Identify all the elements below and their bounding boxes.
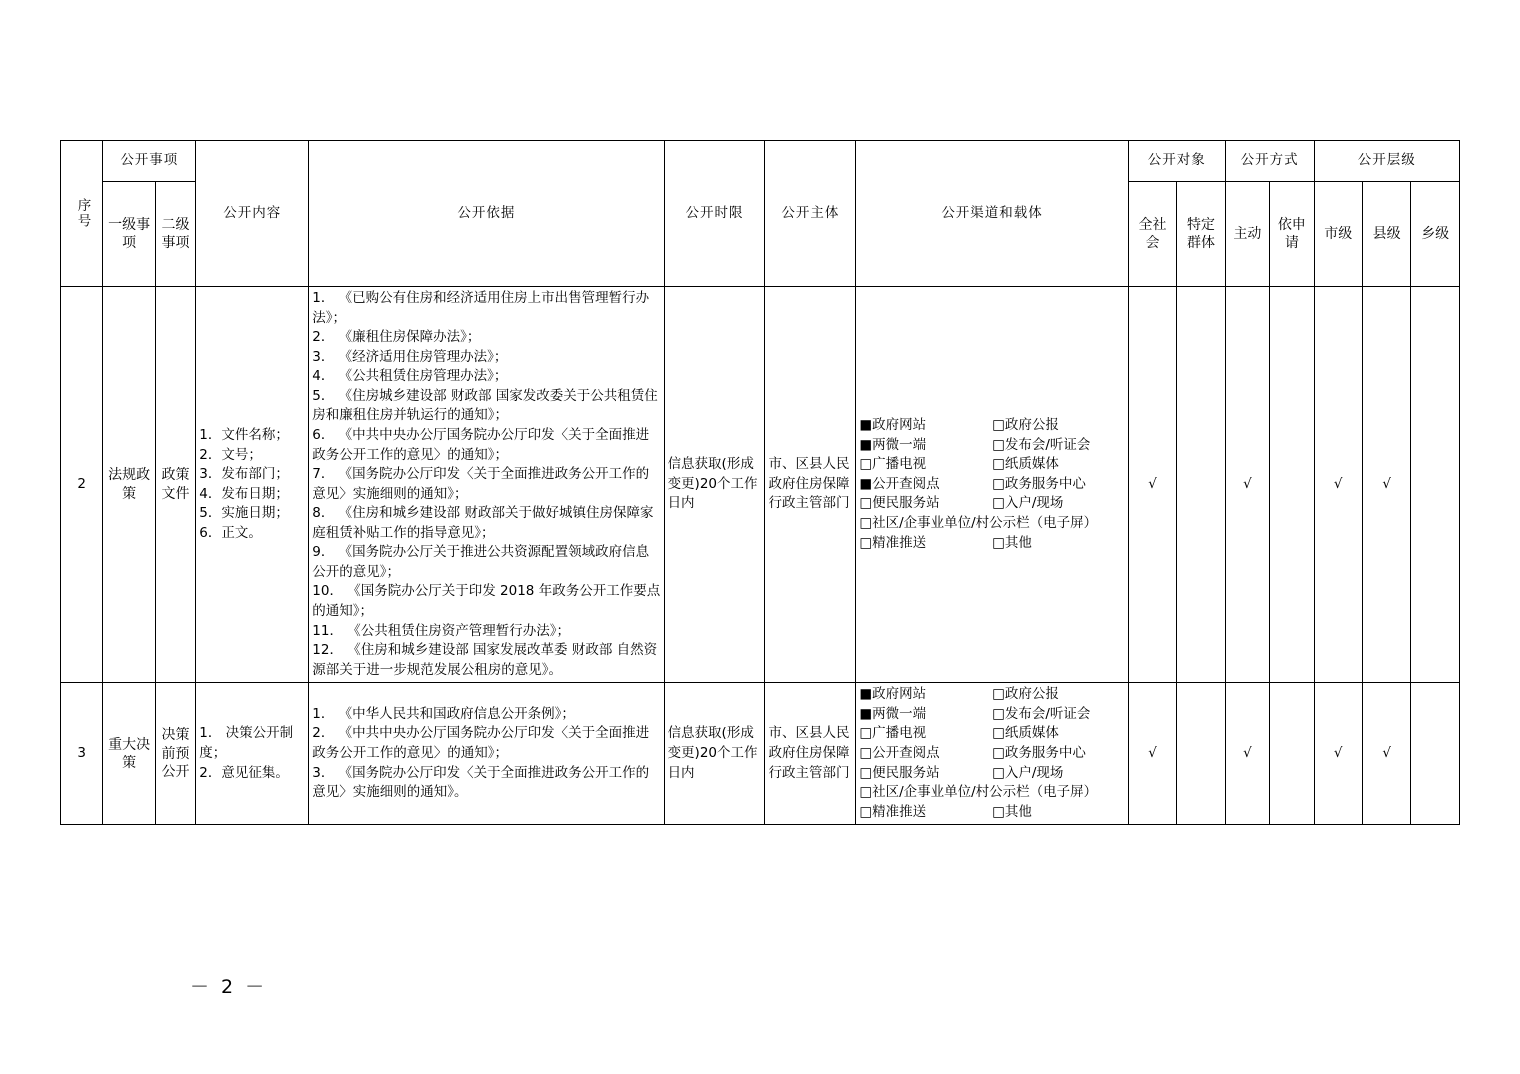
- channel-option[interactable]: □广播电视: [859, 456, 927, 473]
- checkbox-icon[interactable]: ■: [859, 417, 873, 434]
- seq-value: 2: [77, 475, 86, 492]
- checkbox-icon[interactable]: □: [992, 417, 1005, 434]
- basis-item: 11． 《公共租赁住房资产管理暂行办法》；: [312, 622, 571, 639]
- channel-option[interactable]: □政府公报: [992, 417, 1059, 434]
- header-on-request: 依申请: [1270, 182, 1314, 287]
- channel-option[interactable]: □其他: [992, 534, 1032, 551]
- header-group-level: 公开层级: [1314, 141, 1459, 182]
- channel-option[interactable]: ■两微一端: [859, 705, 927, 722]
- basis-item: 4． 《公共租赁住房管理办法》；: [312, 368, 508, 385]
- cell-township: [1411, 287, 1460, 683]
- channel-option[interactable]: □社区/企事业单位/村公示栏（电子屏）: [859, 784, 1098, 801]
- cell-county: [1362, 287, 1410, 683]
- header-city: 市级: [1314, 182, 1362, 287]
- header-specific-group: 特定群体: [1177, 182, 1225, 287]
- cell-level1: [103, 287, 155, 683]
- header-basis: 公开依据: [309, 141, 664, 287]
- channel-option[interactable]: □广播电视: [859, 725, 927, 742]
- cell-channels: [856, 287, 1129, 683]
- basis-item: 3． 《经济适用住房管理办法》；: [312, 348, 508, 365]
- checkbox-icon[interactable]: ■: [859, 436, 873, 453]
- checkbox-icon[interactable]: □: [992, 534, 1005, 551]
- seq-value: 3: [77, 744, 86, 761]
- header-content: 公开内容: [196, 141, 309, 287]
- channel-option[interactable]: □便民服务站: [859, 495, 940, 512]
- table-row: [61, 287, 1460, 683]
- channel-option[interactable]: ■两微一端: [859, 436, 927, 453]
- header-township: 乡级: [1411, 182, 1460, 287]
- checkbox-icon[interactable]: □: [859, 725, 873, 742]
- table-header: [61, 141, 1460, 287]
- header-group-object: 公开对象: [1128, 141, 1225, 182]
- cell-on-request: [1270, 287, 1314, 683]
- channel-option[interactable]: □精准推送: [859, 803, 927, 820]
- checkbox-icon[interactable]: □: [992, 744, 1005, 761]
- checkbox-icon[interactable]: □: [992, 475, 1005, 492]
- cell-active: [1225, 683, 1269, 825]
- channel-option[interactable]: □其他: [992, 803, 1032, 820]
- checkbox-icon[interactable]: □: [859, 456, 873, 473]
- cell-city: [1314, 683, 1362, 825]
- checkbox-icon[interactable]: ■: [859, 705, 873, 722]
- basis-item: 8． 《住房和城乡建设部 财政部关于做好城镇住房保障家庭租赁补贴工作的指导意见》；: [312, 505, 654, 541]
- cell-township: [1411, 683, 1460, 825]
- cell-specific-group: [1177, 287, 1225, 683]
- cell-timelimit: [664, 287, 765, 683]
- mark-active: √: [1243, 744, 1252, 761]
- channel-option[interactable]: □政务服务中心: [992, 744, 1086, 761]
- cell-on-request: [1270, 683, 1314, 825]
- cell-content: 1． 决策公开制度； 2．意见征集。: [196, 683, 309, 825]
- level2-value: 决策前预公开: [161, 727, 190, 780]
- header-group-public-item: 公开事项: [103, 141, 196, 182]
- cell-specific-group: [1177, 683, 1225, 825]
- cell-county: [1362, 683, 1410, 825]
- mark-all-society: √: [1148, 475, 1157, 492]
- checkbox-icon[interactable]: ■: [859, 686, 873, 703]
- basis-item: 1． 《中华人民共和国政府信息公开条例》；: [312, 705, 575, 722]
- basis-item: 1． 《已购公有住房和经济适用住房上市出售管理暂行办法》；: [312, 290, 650, 326]
- channel-option[interactable]: □公开查阅点: [859, 744, 940, 761]
- subject-value: 市、区县人民政府住房保障行政主管部门: [768, 725, 850, 781]
- channel-option[interactable]: □入户/现场: [992, 764, 1064, 781]
- mark-active: √: [1243, 475, 1252, 492]
- cell-timelimit: [664, 683, 765, 825]
- mark-all-society: √: [1148, 744, 1157, 761]
- checkbox-icon[interactable]: □: [992, 436, 1005, 453]
- channel-option[interactable]: □纸质媒体: [992, 725, 1059, 742]
- checkbox-icon[interactable]: □: [859, 514, 873, 531]
- cell-level1: [103, 683, 155, 825]
- cell-all-society: [1128, 287, 1176, 683]
- page-number: － 2 －: [190, 976, 268, 998]
- checkbox-icon[interactable]: □: [859, 495, 873, 512]
- checkbox-icon[interactable]: □: [992, 725, 1005, 742]
- channel-option[interactable]: ■政府网站: [859, 686, 927, 703]
- cell-seq: [61, 683, 103, 825]
- cell-subject: [765, 683, 856, 825]
- header-group-method: 公开方式: [1225, 141, 1314, 182]
- basis-item: 7． 《国务院办公厅印发〈关于全面推进政务公开工作的意见〉实施细则的通知》；: [312, 466, 650, 502]
- checkbox-icon[interactable]: □: [859, 744, 873, 761]
- checkbox-icon[interactable]: □: [859, 534, 873, 551]
- header-level2: 二级事项: [155, 182, 195, 287]
- basis-item: 12． 《住房和城乡建设部 国家发展改革委 财政部 自然资源部关于进一步规范发展公租房的意见》。: [312, 642, 658, 678]
- header-county: 县级: [1362, 182, 1410, 287]
- checkbox-icon[interactable]: □: [859, 764, 873, 781]
- cell-channels: [856, 683, 1129, 825]
- channel-option[interactable]: ■政府网站: [859, 417, 927, 434]
- checkbox-icon[interactable]: □: [992, 686, 1005, 703]
- basis-item: 9． 《国务院办公厅关于推进公共资源配置领域政府信息公开的意见》；: [312, 544, 650, 580]
- level2-value: 政策文件: [161, 467, 190, 502]
- channel-option[interactable]: □发布会/听证会: [992, 705, 1091, 722]
- cell-content: 1．文件名称； 2．文号； 3．发布部门； 4．发布日期； 5．实施日期； 6．正文。: [196, 287, 309, 683]
- checkbox-icon[interactable]: □: [992, 803, 1005, 820]
- channel-option[interactable]: □纸质媒体: [992, 456, 1059, 473]
- level1-value: 法规政策: [108, 467, 151, 502]
- basis-item: 3． 《国务院办公厅印发〈关于全面推进政务公开工作的意见〉实施细则的通知》。: [312, 764, 650, 801]
- cell-active: [1225, 287, 1269, 683]
- header-active: 主动: [1225, 182, 1269, 287]
- checkbox-icon[interactable]: □: [992, 764, 1005, 781]
- checkbox-icon[interactable]: ■: [859, 475, 873, 492]
- checkbox-icon[interactable]: □: [992, 495, 1005, 512]
- cell-basis: [309, 683, 664, 825]
- header-channel: 公开渠道和载体: [856, 141, 1129, 287]
- cell-seq: [61, 287, 103, 683]
- subject-value: 市、区县人民政府住房保障行政主管部门: [768, 456, 850, 512]
- checkbox-icon[interactable]: □: [859, 784, 873, 801]
- channel-option[interactable]: □政务服务中心: [992, 475, 1086, 492]
- header-timelimit: 公开时限: [664, 141, 765, 287]
- header-seq: 序号: [61, 141, 103, 287]
- cell-all-society: [1128, 683, 1176, 825]
- cell-subject: [765, 287, 856, 683]
- header-level1: 一级事项: [103, 182, 155, 287]
- channel-option[interactable]: □入户/现场: [992, 495, 1064, 512]
- cell-level2: [155, 683, 195, 825]
- timelimit-value: 信息获取(形成变更)20个工作日内: [667, 725, 758, 781]
- checkbox-icon[interactable]: □: [992, 456, 1005, 473]
- table-row: [61, 683, 1460, 825]
- basis-item: 2． 《中共中央办公厅国务院办公厅印发〈关于全面推进政务公开工作的意见〉的通知》；: [312, 725, 650, 761]
- mark-city: √: [1333, 475, 1343, 492]
- cell-level2: [155, 287, 195, 683]
- cell-city: [1314, 287, 1362, 683]
- mark-county: √: [1382, 475, 1391, 492]
- channel-option[interactable]: □政府公报: [992, 686, 1059, 703]
- table-body: [61, 287, 1460, 825]
- mark-city: √: [1333, 744, 1343, 761]
- mark-county: √: [1382, 744, 1391, 761]
- basis-item: 5． 《住房城乡建设部 财政部 国家发改委关于公共租赁住房和廉租住房并轨运行的通知》；: [312, 387, 658, 424]
- basis-item: 10． 《国务院办公厅关于印发 2018 年政务公开工作要点的通知》；: [312, 583, 661, 619]
- header-subject: 公开主体: [765, 141, 856, 287]
- cell-basis: [309, 287, 664, 683]
- basis-item: 2． 《廉租住房保障办法》；: [312, 329, 481, 346]
- channel-option[interactable]: □精准推送: [859, 534, 927, 551]
- level1-value: 重大决策: [108, 736, 151, 771]
- channel-option[interactable]: □社区/企事业单位/村公示栏（电子屏）: [859, 514, 1098, 531]
- checkbox-icon[interactable]: □: [992, 705, 1005, 722]
- basis-item: 6． 《中共中央办公厅国务院办公厅印发〈关于全面推进政务公开工作的意见〉的通知》；: [312, 426, 650, 463]
- channel-option[interactable]: ■公开查阅点: [859, 475, 940, 492]
- checkbox-icon[interactable]: □: [859, 803, 873, 820]
- channel-option[interactable]: □便民服务站: [859, 764, 940, 781]
- channel-option[interactable]: □发布会/听证会: [992, 436, 1091, 453]
- disclosure-table: [60, 140, 1460, 825]
- header-all-society: 全社会: [1128, 182, 1176, 287]
- timelimit-value: 信息获取(形成变更)20个工作日内: [667, 456, 758, 512]
